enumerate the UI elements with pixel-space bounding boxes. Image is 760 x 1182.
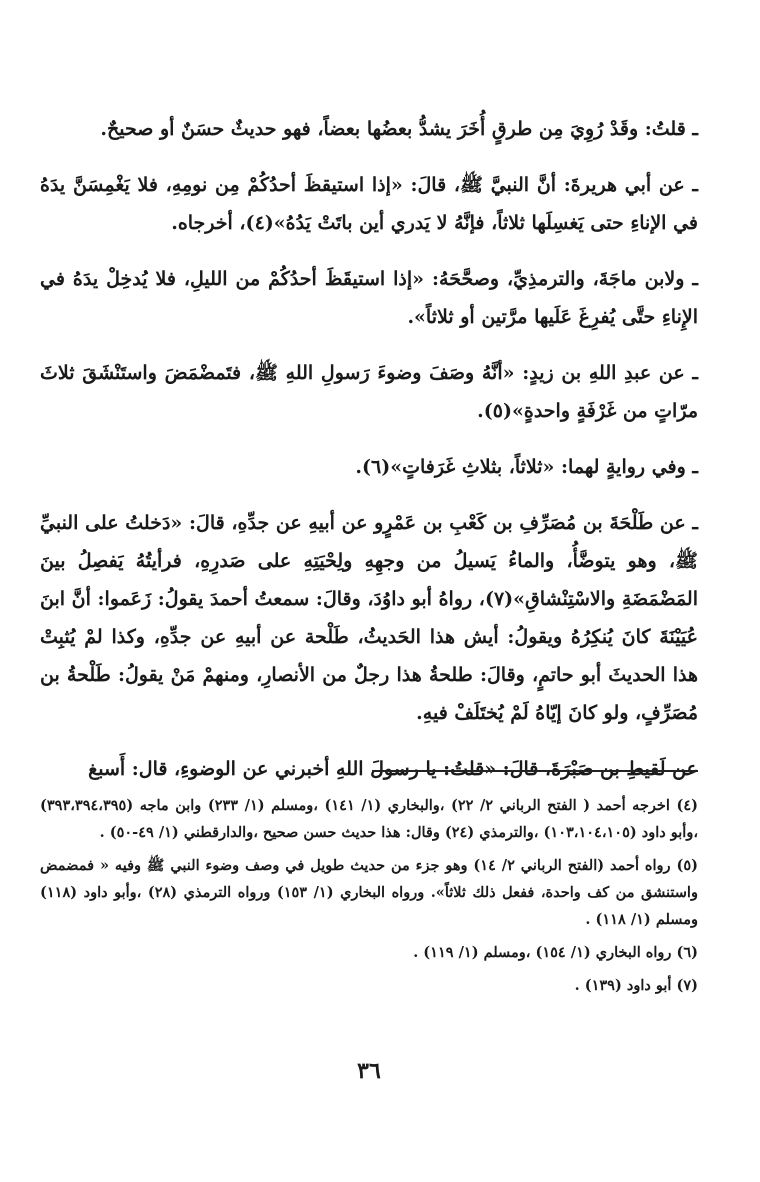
footnote: (٧) أبو داود (١٣٩) .: [574, 977, 698, 994]
book-page: [40, 0, 698, 1182]
paragraph: ـ عن عبدِ اللهِ بن زيدٍ: «أنَّهُ وصَفَ وضوءَ رَسولِ اللهِ ﷺ، فتَمضْمَضَ واستَنْشَقَ ثلاثَ مرّاتٍ من غَرْفَةٍ واحدةٍ»(٥).: [40, 362, 698, 422]
paragraph: ـ قلتُ: وقَدْ رُوِيَ مِن طرقٍ أُخَرَ يشدُّ بعضُها بعضاً، فهو حديثٌ حسَنٌ أو صحيحٌ.: [100, 118, 698, 140]
paragraph: ـ ولابن ماجَةَ، والترمذِيِّ، وصحَّحَهُ: «إذا استيقَظَ أحدُكُمْ من الليلِ، فلا يُدخِلْ يدَهُ في الإِناءِ حتَّى يُفرِغَ عَلَيها مرَّتين أو ثلاثاً».: [40, 268, 698, 328]
paragraph: ـ وفي روايةٍ لهما: «ثلاثاً، بثلاثِ غَرَفاتٍ»(٦).: [355, 456, 698, 478]
footnotes: [40, 792, 698, 1005]
footnote: (٥) رواه أحمد (الفتح الرباني ٢/ ١٤) وهو جزء من حديث طويل في وصف وضوء النبي ﷺ وفيه « فمضمض واستنشق من كف واحدة، ففعل ذلك ثلاثاً». ورواه البخاري (١/ ١٥٣) ورواه الترمذي (٢٨) ،وأبو داود (١١٨) ومسلم (١/ ١١٨) .: [40, 857, 698, 928]
footnote: (٦) رواه البخاري (١/ ١٥٤) ،ومسلم (١/ ١١٩) .: [413, 944, 698, 961]
page-number: ٣٦: [357, 1058, 381, 1084]
paragraph: عن لَقيطِ بن صَبْرَةَ، قالَ: «قلتُ: يا رسولَ اللهِ أخبرني عن الوضوءِ، قال: أَسبغ: [88, 758, 698, 780]
main-text: [40, 110, 698, 788]
paragraph: ـ عن أبي هريرةَ: أنَّ النبيَّ ﷺ، قالَ: «إذا استيقظَ أحدُكُمْ مِن نومِهِ، فلا يَغْمِسَنَّ يدَهُ في الإناءِ حتى يَغسِلَها ثلاثاً، فإنَّهُ لا يَدري أين باتَتْ يَدُهُ»(٤)، أخرجاه.: [40, 174, 698, 234]
footnote: (٤) اخرجه أحمد ( الفتح الرباني ٢/ ٢٢) ،والبخاري (١/ ١٤١) ،ومسلم (١/ ٢٣٣) وابن ماجه (٣٩٣،٣٩٤،٣٩٥) ،وأبو داود (١٠٣،١٠٤،١٠٥) ،والترمذي (٢٤) وقال: هذا حديث حسن صحيح ،والدارقطني (١/ ٤٩-٥٠) .: [40, 797, 698, 841]
footnote-separator: [372, 770, 698, 772]
paragraph: ـ عن طَلْحَةَ بن مُصَرِّفِ بن كَعْبِ بن عَمْرٍو عن أبيهِ عن جدِّهِ، قالَ: «دَخلتُ على النبيِّ ﷺ، وهو يتوضَّأُ، والماءُ يَسيلُ من وجهِهِ ولِحْيَتِهِ على صَدرِهِ، فرأيتُهُ يَفصِلُ بينَ المَضْمَضَةِ والاسْتِنْشاقِ»(٧)، رواهُ أبو داوُدَ، وقالَ: سمعتُ أحمدَ يقولُ: زَعَموا: أنَّ ابنَ عُيَيْنَةَ كانَ يُنكِرُهُ ويقولُ: أيش هذا الحَديثُ، طَلْحة عن أبيهِ عن جدِّهِ، وكذا لمْ يُثبِتْ هذا الحديثَ أبو حاتمٍ، وقالَ: طلحةُ هذا رجلٌ من الأنصارِ، ومنهمْ مَنْ يقولُ: طَلْحةُ بن مُصَرِّفٍ، ولو كانَ إيّاهُ لَمْ يُختَلَفْ فيهِ.: [40, 512, 698, 724]
